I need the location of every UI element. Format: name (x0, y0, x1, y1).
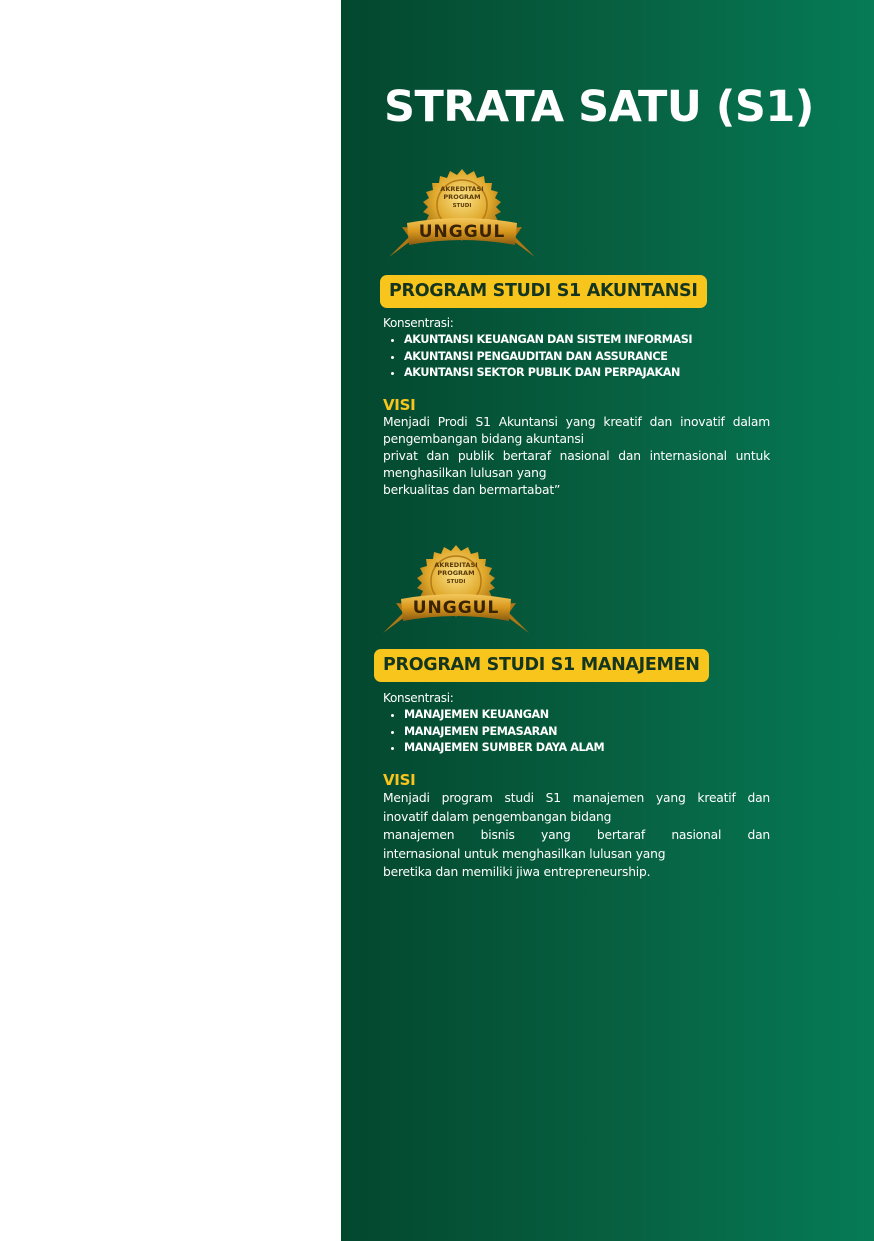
list-item: • MANAJEMEN SUMBER DAYA ALAM (404, 740, 770, 757)
konsentrasi-list (383, 332, 770, 382)
konsentrasi-list (383, 707, 770, 757)
konsentrasi-label: Konsentrasi: (383, 691, 454, 705)
svg-text:STUDI: STUDI (452, 203, 472, 209)
page-title: STRATA SATU (S1) (384, 82, 814, 132)
konsentrasi-label: Konsentrasi: (383, 316, 454, 330)
unggul-seal-icon (381, 541, 531, 641)
list-item: • AKUNTANSI SEKTOR PUBLIK DAN PERPAJAKAN (404, 365, 770, 382)
visi-line: Menjadi program studi S1 manajemen yang kreatif dan (383, 791, 770, 806)
accreditation-badge-manajemen (381, 541, 531, 641)
list-item: • MANAJEMEN PEMASARAN (404, 724, 770, 741)
svg-text:AKREDITASI: AKREDITASI (434, 561, 478, 569)
visi-line: Menjadi Prodi S1 Akuntansi yang kreatif dan inovatif dalam (383, 415, 770, 430)
visi-line: manajemen bisnis yang bertaraf nasional dan (383, 828, 770, 843)
visi-line: internasional untuk menghasilkan lulusan yang (383, 846, 666, 861)
accreditation-badge-akuntansi (387, 165, 537, 265)
list-item: • AKUNTANSI KEUANGAN DAN SISTEM INFORMASI (404, 332, 770, 349)
visi-line: privat dan publik bertaraf nasional dan internasional untuk (383, 449, 770, 464)
program-title-akuntansi: PROGRAM STUDI S1 AKUNTANSI (380, 275, 707, 308)
svg-text:AKREDITASI: AKREDITASI (440, 185, 484, 193)
program-title-manajemen: PROGRAM STUDI S1 MANAJEMEN (374, 649, 709, 682)
visi-line: menghasilkan lulusan yang (383, 466, 547, 481)
visi-line: beretika dan memiliki jiwa entrepreneurship. (383, 865, 651, 880)
visi-heading: VISI (383, 771, 416, 790)
svg-text:PROGRAM: PROGRAM (437, 569, 475, 577)
visi-line: inovatif dalam pengembangan bidang (383, 809, 612, 824)
svg-text:UNGGUL: UNGGUL (412, 598, 500, 618)
visi-line: pengembangan bidang akuntansi (383, 432, 584, 447)
svg-text:STUDI: STUDI (446, 579, 466, 585)
list-item: • AKUNTANSI PENGAUDITAN DAN ASSURANCE (404, 349, 770, 366)
visi-heading: VISI (383, 396, 416, 415)
visi-line: berkualitas dan bermartabat” (383, 483, 561, 498)
svg-text:UNGGUL: UNGGUL (418, 222, 506, 242)
program-block-manajemen (383, 690, 770, 882)
svg-text:PROGRAM: PROGRAM (443, 193, 481, 201)
list-item: • MANAJEMEN KEUANGAN (404, 707, 770, 724)
unggul-seal-icon (387, 165, 537, 265)
program-block-akuntansi (383, 315, 770, 499)
